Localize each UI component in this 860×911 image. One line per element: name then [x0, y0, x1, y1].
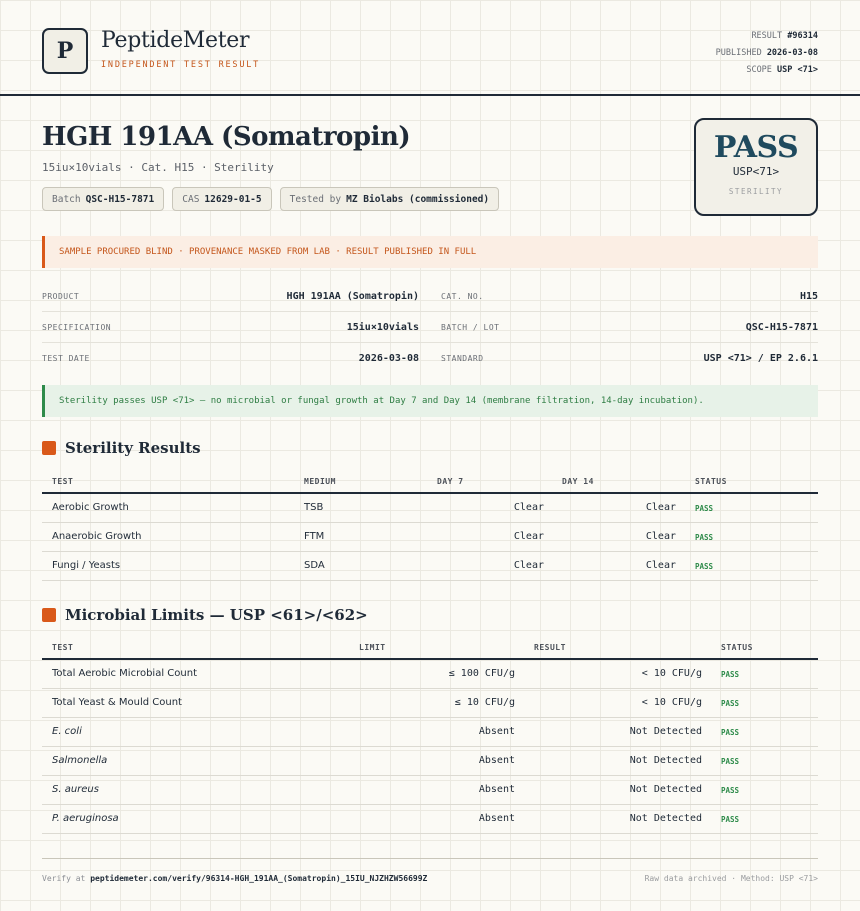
- column-header: STATUS: [721, 643, 753, 652]
- test-name: E. coli: [52, 726, 82, 737]
- info-value: QSC-H15-7871: [745, 321, 818, 333]
- footer-divider: [42, 858, 818, 859]
- verdict-category: STERILITY: [728, 187, 784, 196]
- info-value: H15: [799, 290, 818, 302]
- status-badge: PASS: [695, 533, 714, 542]
- table-row: [42, 660, 818, 689]
- info-value: HGH 191AA (Somatropin): [286, 290, 419, 302]
- cas-chip: [172, 187, 271, 211]
- scope-label: SCOPE: [746, 65, 772, 75]
- limit: Absent: [478, 726, 515, 737]
- test-name: P. aeruginosa: [52, 813, 119, 824]
- info-label: CAT. NO.: [441, 291, 484, 301]
- verify-prefix: Verify at: [42, 874, 86, 883]
- microbial-table: [42, 636, 818, 834]
- limit: ≤ 100 CFU/g: [448, 668, 515, 679]
- status-badge: PASS: [721, 757, 740, 766]
- column-header: STATUS: [695, 477, 727, 486]
- verdict-text: PASS: [713, 130, 799, 165]
- info-label: BATCH / LOT: [441, 322, 500, 332]
- day7-result: Clear: [513, 502, 544, 513]
- info-value: USP <71> / EP 2.6.1: [703, 352, 818, 364]
- logo-icon: [42, 28, 88, 74]
- medium: SDA: [304, 560, 325, 571]
- tested-by-chip: [280, 187, 499, 211]
- column-header: RESULT: [534, 643, 566, 652]
- table-row: [42, 718, 818, 747]
- table-row: [42, 776, 818, 805]
- status-badge: PASS: [721, 670, 740, 679]
- brand-name: PeptideMeter: [101, 28, 250, 53]
- day14-result: Clear: [645, 560, 676, 571]
- result: Not Detected: [629, 755, 702, 766]
- microbial-heading: [42, 606, 368, 624]
- info-grid: [42, 281, 818, 374]
- day14-result: Clear: [645, 531, 676, 542]
- report-header: [0, 0, 860, 96]
- column-header: TEST: [52, 477, 74, 486]
- table-header: [42, 636, 818, 660]
- info-label: PRODUCT: [42, 291, 80, 301]
- info-label: STANDARD: [441, 353, 484, 363]
- chip-label: CAS: [182, 193, 200, 205]
- summary-notice: Sterility passes USP <71> — no microbial or fungal growth at Day 7 and Day 14 (membrane filtration, 14-day incubation).: [42, 385, 818, 417]
- verify-link[interactable]: peptidemeter.com/verify/96314-HGH_191AA_(Somatropin)_15IU_NJZHZW56699Z: [90, 874, 428, 883]
- limit: ≤ 10 CFU/g: [454, 697, 515, 708]
- logo-letter: P: [56, 38, 74, 64]
- provenance-notice: SAMPLE PROCURED BLIND · PROVENANCE MASKED FROM LAB · RESULT PUBLISHED IN FULL: [42, 236, 818, 268]
- limit: Absent: [478, 784, 515, 795]
- table-row: [42, 523, 818, 552]
- status-badge: PASS: [721, 699, 740, 708]
- info-label: SPECIFICATION: [42, 322, 112, 332]
- verify-footer: [42, 874, 427, 883]
- sterility-table: [42, 470, 818, 581]
- table-header: [42, 470, 818, 494]
- report-meta: [716, 28, 818, 79]
- table-row: [42, 747, 818, 776]
- status-badge: PASS: [695, 562, 714, 571]
- result: < 10 CFU/g: [641, 697, 702, 708]
- result-label: RESULT: [751, 31, 783, 41]
- result: Not Detected: [629, 726, 702, 737]
- test-name: Total Aerobic Microbial Count: [52, 668, 197, 679]
- limit: Absent: [478, 755, 515, 766]
- result: < 10 CFU/g: [641, 668, 702, 679]
- column-header: DAY 14: [562, 477, 594, 486]
- info-row: [42, 281, 818, 312]
- published-date: 2026-03-08: [766, 48, 818, 58]
- column-header: LIMIT: [359, 643, 386, 652]
- test-name: Fungi / Yeasts: [52, 560, 121, 571]
- day7-result: Clear: [513, 531, 544, 542]
- sterility-heading: [42, 439, 201, 457]
- published-label: PUBLISHED: [715, 48, 762, 58]
- table-row: [42, 552, 818, 581]
- info-value: 15iu×10vials: [346, 321, 419, 333]
- chip-value: MZ Biolabs (commissioned): [346, 193, 490, 205]
- info-label: TEST DATE: [42, 353, 90, 363]
- verdict-scope: USP<71>: [732, 165, 780, 178]
- section-marker-icon: [42, 608, 56, 622]
- status-badge: PASS: [721, 815, 740, 824]
- medium: TSB: [304, 502, 324, 513]
- product-subtitle: 15iu×10vials · Cat. H15 · Sterility: [42, 161, 274, 174]
- result-number: #96314: [787, 31, 818, 41]
- test-name: Salmonella: [52, 755, 108, 766]
- section-title: Microbial Limits — USP <61>/<62>: [65, 606, 368, 624]
- info-row: [42, 343, 818, 374]
- section-marker-icon: [42, 441, 56, 455]
- scope-value: USP <71>: [777, 65, 818, 75]
- info-row: [42, 312, 818, 343]
- chip-label: Batch: [52, 193, 81, 205]
- result: Not Detected: [629, 784, 702, 795]
- column-header: MEDIUM: [304, 477, 336, 486]
- section-title: Sterility Results: [65, 439, 201, 457]
- table-row: [42, 494, 818, 523]
- column-header: TEST: [52, 643, 74, 652]
- limit: Absent: [478, 813, 515, 824]
- column-header: DAY 7: [437, 477, 464, 486]
- verdict-badge: [694, 118, 818, 216]
- info-value: 2026-03-08: [358, 352, 419, 364]
- test-name: Anaerobic Growth: [52, 531, 142, 542]
- result: Not Detected: [629, 813, 702, 824]
- status-badge: PASS: [721, 728, 740, 737]
- status-badge: PASS: [721, 786, 740, 795]
- product-chips: [42, 187, 499, 211]
- medium: FTM: [304, 531, 325, 542]
- chip-value: 12629-01-5: [204, 193, 262, 205]
- table-row: [42, 805, 818, 834]
- test-name: Aerobic Growth: [52, 502, 129, 513]
- day7-result: Clear: [513, 560, 544, 571]
- batch-chip: [42, 187, 164, 211]
- chip-value: QSC-H15-7871: [85, 193, 155, 205]
- status-badge: PASS: [695, 504, 714, 513]
- test-name: Total Yeast & Mould Count: [52, 697, 182, 708]
- table-row: [42, 689, 818, 718]
- footer-method: Raw data archived · Method: USP <71>: [644, 874, 818, 883]
- chip-label: Tested by: [289, 193, 342, 205]
- test-name: S. aureus: [52, 784, 99, 795]
- day14-result: Clear: [645, 502, 676, 513]
- product-title: HGH 191AA (Somatropin): [42, 122, 411, 152]
- brand-tagline: INDEPENDENT TEST RESULT: [101, 60, 261, 70]
